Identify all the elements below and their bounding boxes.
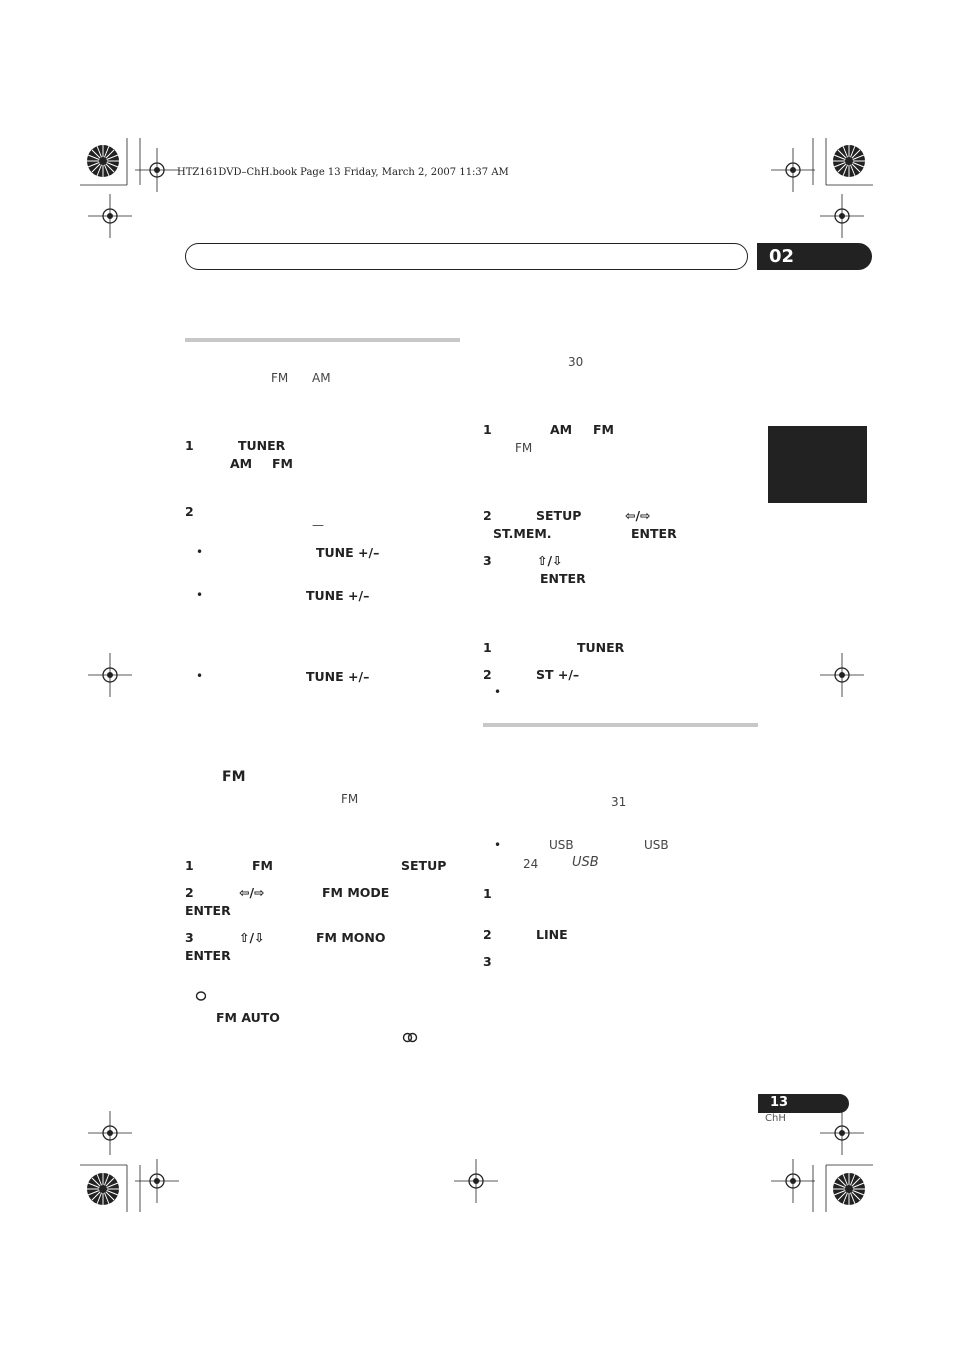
- page-number-tab: [758, 1094, 849, 1113]
- step-number: 3: [483, 954, 492, 969]
- am-label: AM: [550, 422, 573, 437]
- left-right-arrows-icon: ⇦/⇨: [625, 508, 651, 523]
- mono-indicator-icon: [195, 990, 207, 1002]
- usb-italic-text: USB: [572, 855, 599, 870]
- step-number: 2: [483, 927, 492, 942]
- fm-mode-label: FM MODE: [322, 885, 390, 900]
- step-number: 2: [483, 508, 492, 523]
- step-number: 1: [483, 422, 492, 437]
- left-right-arrows-icon: ⇦/⇨: [239, 885, 265, 900]
- st-button-label: ST +/–: [536, 667, 580, 682]
- fm-label: FM: [252, 858, 273, 873]
- page-reference: 24: [523, 857, 539, 871]
- bullet: •: [196, 545, 204, 559]
- chapter-number: 02: [769, 246, 795, 267]
- fm-section-heading: FM: [222, 769, 246, 785]
- chapter-title-bar: [185, 243, 748, 270]
- up-down-arrows-icon: ⇧/⇩: [239, 930, 265, 945]
- fm-label: FM: [593, 422, 614, 437]
- step-number: 1: [185, 438, 194, 453]
- page-number: 13: [770, 1095, 789, 1110]
- band-fm: FM: [271, 371, 289, 385]
- step-number: 1: [483, 640, 492, 655]
- am-label: AM: [230, 456, 253, 471]
- tune-button-label: TUNE +/–: [306, 669, 370, 684]
- enter-button-label: ENTER: [185, 903, 231, 918]
- step-number: 3: [185, 930, 194, 945]
- usb-text: USB: [549, 838, 574, 852]
- enter-button-label: ENTER: [540, 571, 586, 586]
- tune-button-label: TUNE +/–: [306, 588, 370, 603]
- print-file-info: HTZ161DVD–ChH.book Page 13 Friday, March 2, 2007 11:37 AM: [177, 167, 509, 178]
- setup-button-label: SETUP: [536, 508, 582, 523]
- language-code: ChH: [765, 1113, 786, 1124]
- fm-text: FM: [341, 792, 359, 806]
- enter-button-label: ENTER: [185, 948, 231, 963]
- bullet: •: [494, 838, 502, 852]
- up-down-arrows-icon: ⇧/⇩: [537, 553, 563, 568]
- stereo-indicator-icon: [402, 1032, 418, 1043]
- page-reference: 31: [611, 795, 627, 809]
- fm-label: FM: [272, 456, 293, 471]
- usb-text: USB: [644, 838, 669, 852]
- step-number: 1: [483, 886, 492, 901]
- line-button-label: LINE: [536, 927, 568, 942]
- bullet: •: [494, 685, 502, 699]
- fm-auto-label: FM AUTO: [216, 1010, 280, 1025]
- tuner-button-label: TUNER: [577, 640, 625, 655]
- band-am: AM: [312, 371, 331, 385]
- st-mem-label: ST.MEM.: [493, 526, 552, 541]
- dash-mark: —: [312, 518, 324, 532]
- page-reference: 30: [568, 355, 584, 369]
- language-side-tab: [768, 426, 867, 503]
- fm-text: FM: [515, 441, 533, 455]
- chapter-tab: [757, 243, 872, 270]
- setup-button-label: SETUP: [401, 858, 447, 873]
- step-number: 2: [483, 667, 492, 682]
- step-number: 2: [185, 885, 194, 900]
- step-number: 1: [185, 858, 194, 873]
- tune-button-label: TUNE +/–: [316, 545, 380, 560]
- bullet: •: [196, 588, 204, 602]
- step-number: 2: [185, 504, 194, 519]
- enter-button-label: ENTER: [631, 526, 677, 541]
- section-rule-right: [483, 723, 758, 727]
- section-rule-left: [185, 338, 460, 342]
- fm-mono-label: FM MONO: [316, 930, 386, 945]
- tuner-button-label: TUNER: [238, 438, 286, 453]
- bullet: •: [196, 669, 204, 683]
- step-number: 3: [483, 553, 492, 568]
